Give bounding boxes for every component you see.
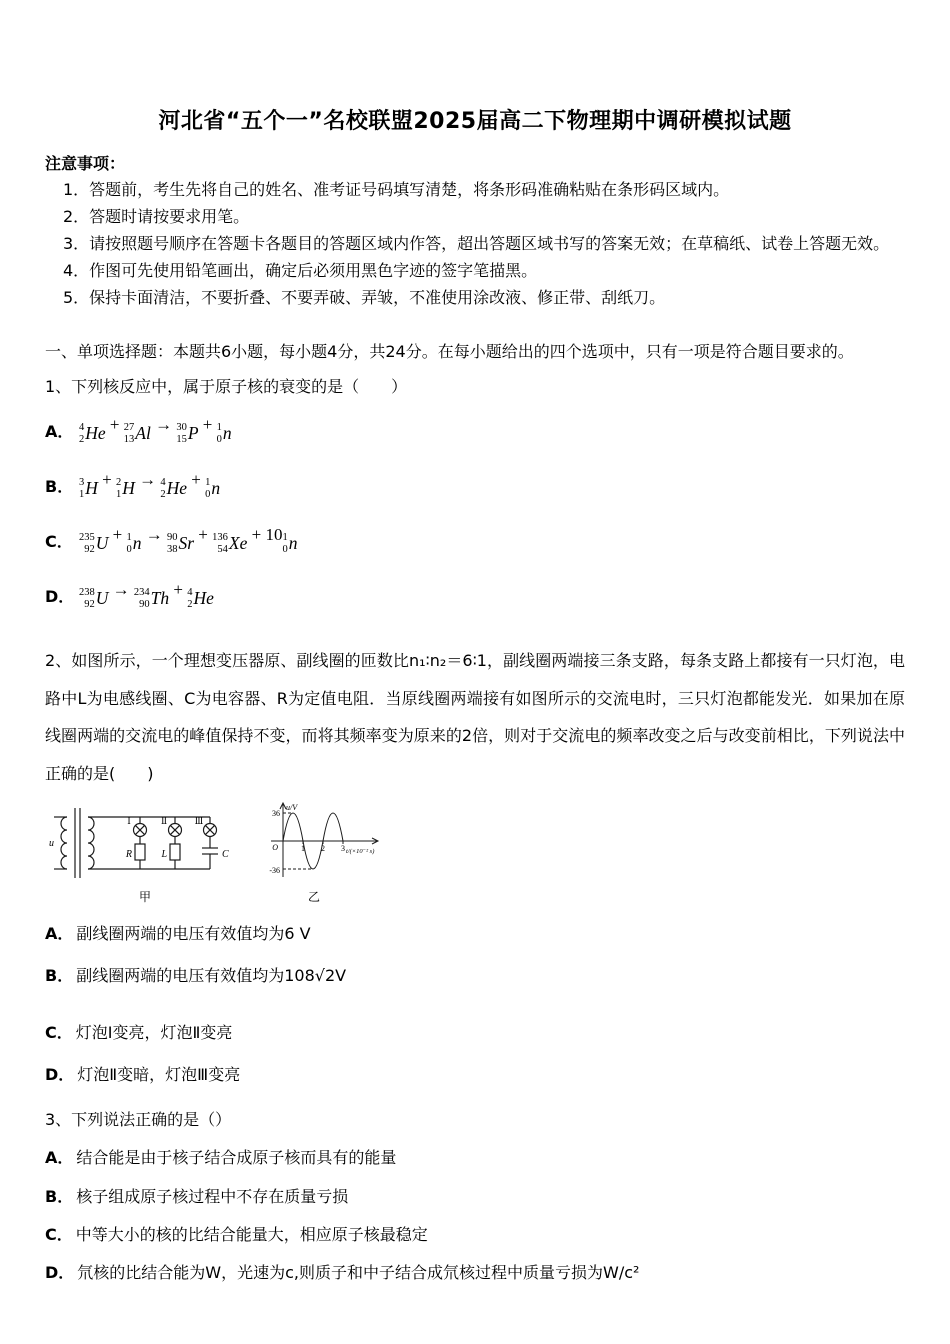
q3-option-c bbox=[45, 1221, 905, 1248]
capacitor-label: C bbox=[222, 848, 229, 860]
q1-option-b bbox=[45, 460, 905, 510]
resistor-icon bbox=[135, 844, 145, 860]
question-1 bbox=[45, 373, 905, 620]
x-tick-3: 3 bbox=[341, 843, 345, 853]
option-label: B． bbox=[45, 965, 74, 985]
primary-coil-icon bbox=[61, 817, 67, 869]
source-voltage-label: u bbox=[49, 837, 54, 849]
question-2 bbox=[45, 642, 905, 1088]
option-text: 灯泡Ⅱ变暗，灯泡Ⅲ变亮 bbox=[77, 1065, 241, 1085]
circuit-caption: 甲 bbox=[138, 889, 152, 904]
q3-option-d bbox=[45, 1259, 905, 1286]
option-label: D． bbox=[45, 586, 75, 606]
notes-heading: 注意事项： bbox=[45, 154, 126, 173]
q2-option-d bbox=[45, 1061, 905, 1088]
option-text: 副线圈两端的电压有效值均为6 V bbox=[76, 923, 311, 943]
option-formula: 4 2 He + 27 13 Al → 30 15 P + 1 0 n bbox=[79, 415, 232, 445]
circuit-wires bbox=[54, 808, 218, 878]
question-1-stem: 1、下列核反应中，属于原子核的衰变的是（ ） bbox=[45, 376, 408, 396]
question-3 bbox=[45, 1106, 905, 1286]
option-formula: 3 1 H + 2 1 H → 4 2 He + 1 0 n bbox=[79, 470, 221, 500]
note-item: 2．答题时请按要求用笔。 bbox=[63, 207, 250, 227]
option-text: 灯泡Ⅰ变亮，灯泡Ⅱ变亮 bbox=[75, 1022, 233, 1042]
option-label: C． bbox=[45, 1224, 73, 1244]
notice-section bbox=[45, 151, 905, 312]
lamp-1-label: Ⅰ bbox=[127, 815, 131, 826]
inductor-icon bbox=[170, 844, 180, 860]
y-axis-label: u/V bbox=[286, 802, 298, 812]
option-label: B． bbox=[45, 1186, 74, 1206]
option-label: A． bbox=[45, 923, 74, 943]
lamp-3-label: Ⅲ bbox=[194, 815, 204, 826]
q1-option-d bbox=[45, 570, 905, 620]
q3-option-b bbox=[45, 1183, 905, 1210]
y-min-label: -36 bbox=[269, 865, 280, 875]
q1-option-a bbox=[45, 405, 905, 455]
option-label: A． bbox=[45, 1148, 74, 1168]
q2-option-a bbox=[45, 920, 905, 947]
option-label: A． bbox=[45, 421, 74, 441]
inductor-label: L bbox=[161, 848, 167, 860]
note-item: 1．答题前，考生先将自己的姓名、准考证号码填写清楚，将条形码准确粘贴在条形码区域内。 bbox=[63, 180, 730, 200]
option-text: 核子组成原子核过程中不存在质量亏损 bbox=[76, 1186, 349, 1206]
q3-option-a bbox=[45, 1144, 905, 1171]
voltage-time-graph bbox=[256, 797, 386, 905]
q2-option-b bbox=[45, 962, 905, 989]
option-label: C． bbox=[45, 531, 73, 551]
q2-option-c bbox=[45, 1019, 905, 1046]
option-label: D． bbox=[45, 1263, 75, 1283]
option-text: 结合能是由于核子结合成原子核而具有的能量 bbox=[76, 1148, 397, 1168]
secondary-coil-icon bbox=[88, 817, 94, 869]
q2-figure bbox=[45, 797, 905, 905]
transformer-circuit-diagram bbox=[45, 797, 240, 905]
graph-axes bbox=[271, 803, 378, 877]
q1-option-c bbox=[45, 515, 905, 565]
page-title: 河北省“五个一”名校联盟2025届高二下物理期中调研模拟试题 bbox=[158, 109, 792, 134]
option-label: D． bbox=[45, 1065, 75, 1085]
graph-caption: 乙 bbox=[307, 889, 321, 904]
option-formula: 238 92 U → 234 90 Th + 4 2 He bbox=[79, 580, 214, 610]
origin-label: O bbox=[272, 842, 278, 852]
option-text: 中等大小的核的比结合能量大，相应原子核最稳定 bbox=[75, 1224, 428, 1244]
note-item: 5．保持卡面清洁，不要折叠、不要弄破、弄皱，不准使用涂改液、修正带、刮纸刀。 bbox=[63, 287, 666, 307]
section1-heading: 一、单项选择题：本题共6小题，每小题4分，共24分。在每小题给出的四个选项中，只有一项是符合题目要求的。 bbox=[45, 341, 854, 361]
resistor-label: R bbox=[125, 848, 132, 860]
x-tick-2: 2 bbox=[321, 843, 325, 853]
x-tick-1: 1 bbox=[301, 843, 305, 853]
note-item: 4．作图可先使用铅笔画出，确定后必须用黑色字迹的签字笔描黑。 bbox=[63, 261, 538, 281]
option-text: 副线圈两端的电压有效值均为108√2V bbox=[76, 965, 347, 985]
option-formula: 235 92 U + 1 0 n → 90 38 Sr + 136 54 Xe + 10 1 0 n bbox=[79, 525, 298, 555]
question-3-stem: 3、下列说法正确的是（） bbox=[45, 1110, 232, 1130]
question-2-stem: 2、如图所示，一个理想变压器原、副线圈的匝数比n₁∶n₂＝6∶1，副线圈两端接三条支路，每条支路上都接有一只灯泡，电路中L为电感线圈、C为电容器、R为定值电阻．当原线圈两端接有如图所示的交流电时，三只灯泡都能发光．如果加在原线圈两端的交流电的峰值保持不变，而将其频率变为原来的2倍，则对于交流电的频率改变之后与改变前相比，下列说法中正确的是( ) bbox=[45, 651, 905, 783]
note-item: 3．请按照题号顺序在答题卡各题目的答题区域内作答，超出答题区域书写的答案无效；在草稿纸、试卷上答题无效。 bbox=[63, 234, 890, 254]
x-axis-label: t/(×10⁻² s) bbox=[346, 847, 375, 855]
option-label: C． bbox=[45, 1022, 73, 1042]
option-text: 氘核的比结合能为W，光速为c,则质子和中子结合成氘核过程中质量亏损为W/c² bbox=[77, 1263, 640, 1283]
y-max-label: 36 bbox=[272, 808, 280, 818]
option-label: B． bbox=[45, 476, 74, 496]
lamp-2-label: Ⅱ bbox=[160, 815, 168, 826]
